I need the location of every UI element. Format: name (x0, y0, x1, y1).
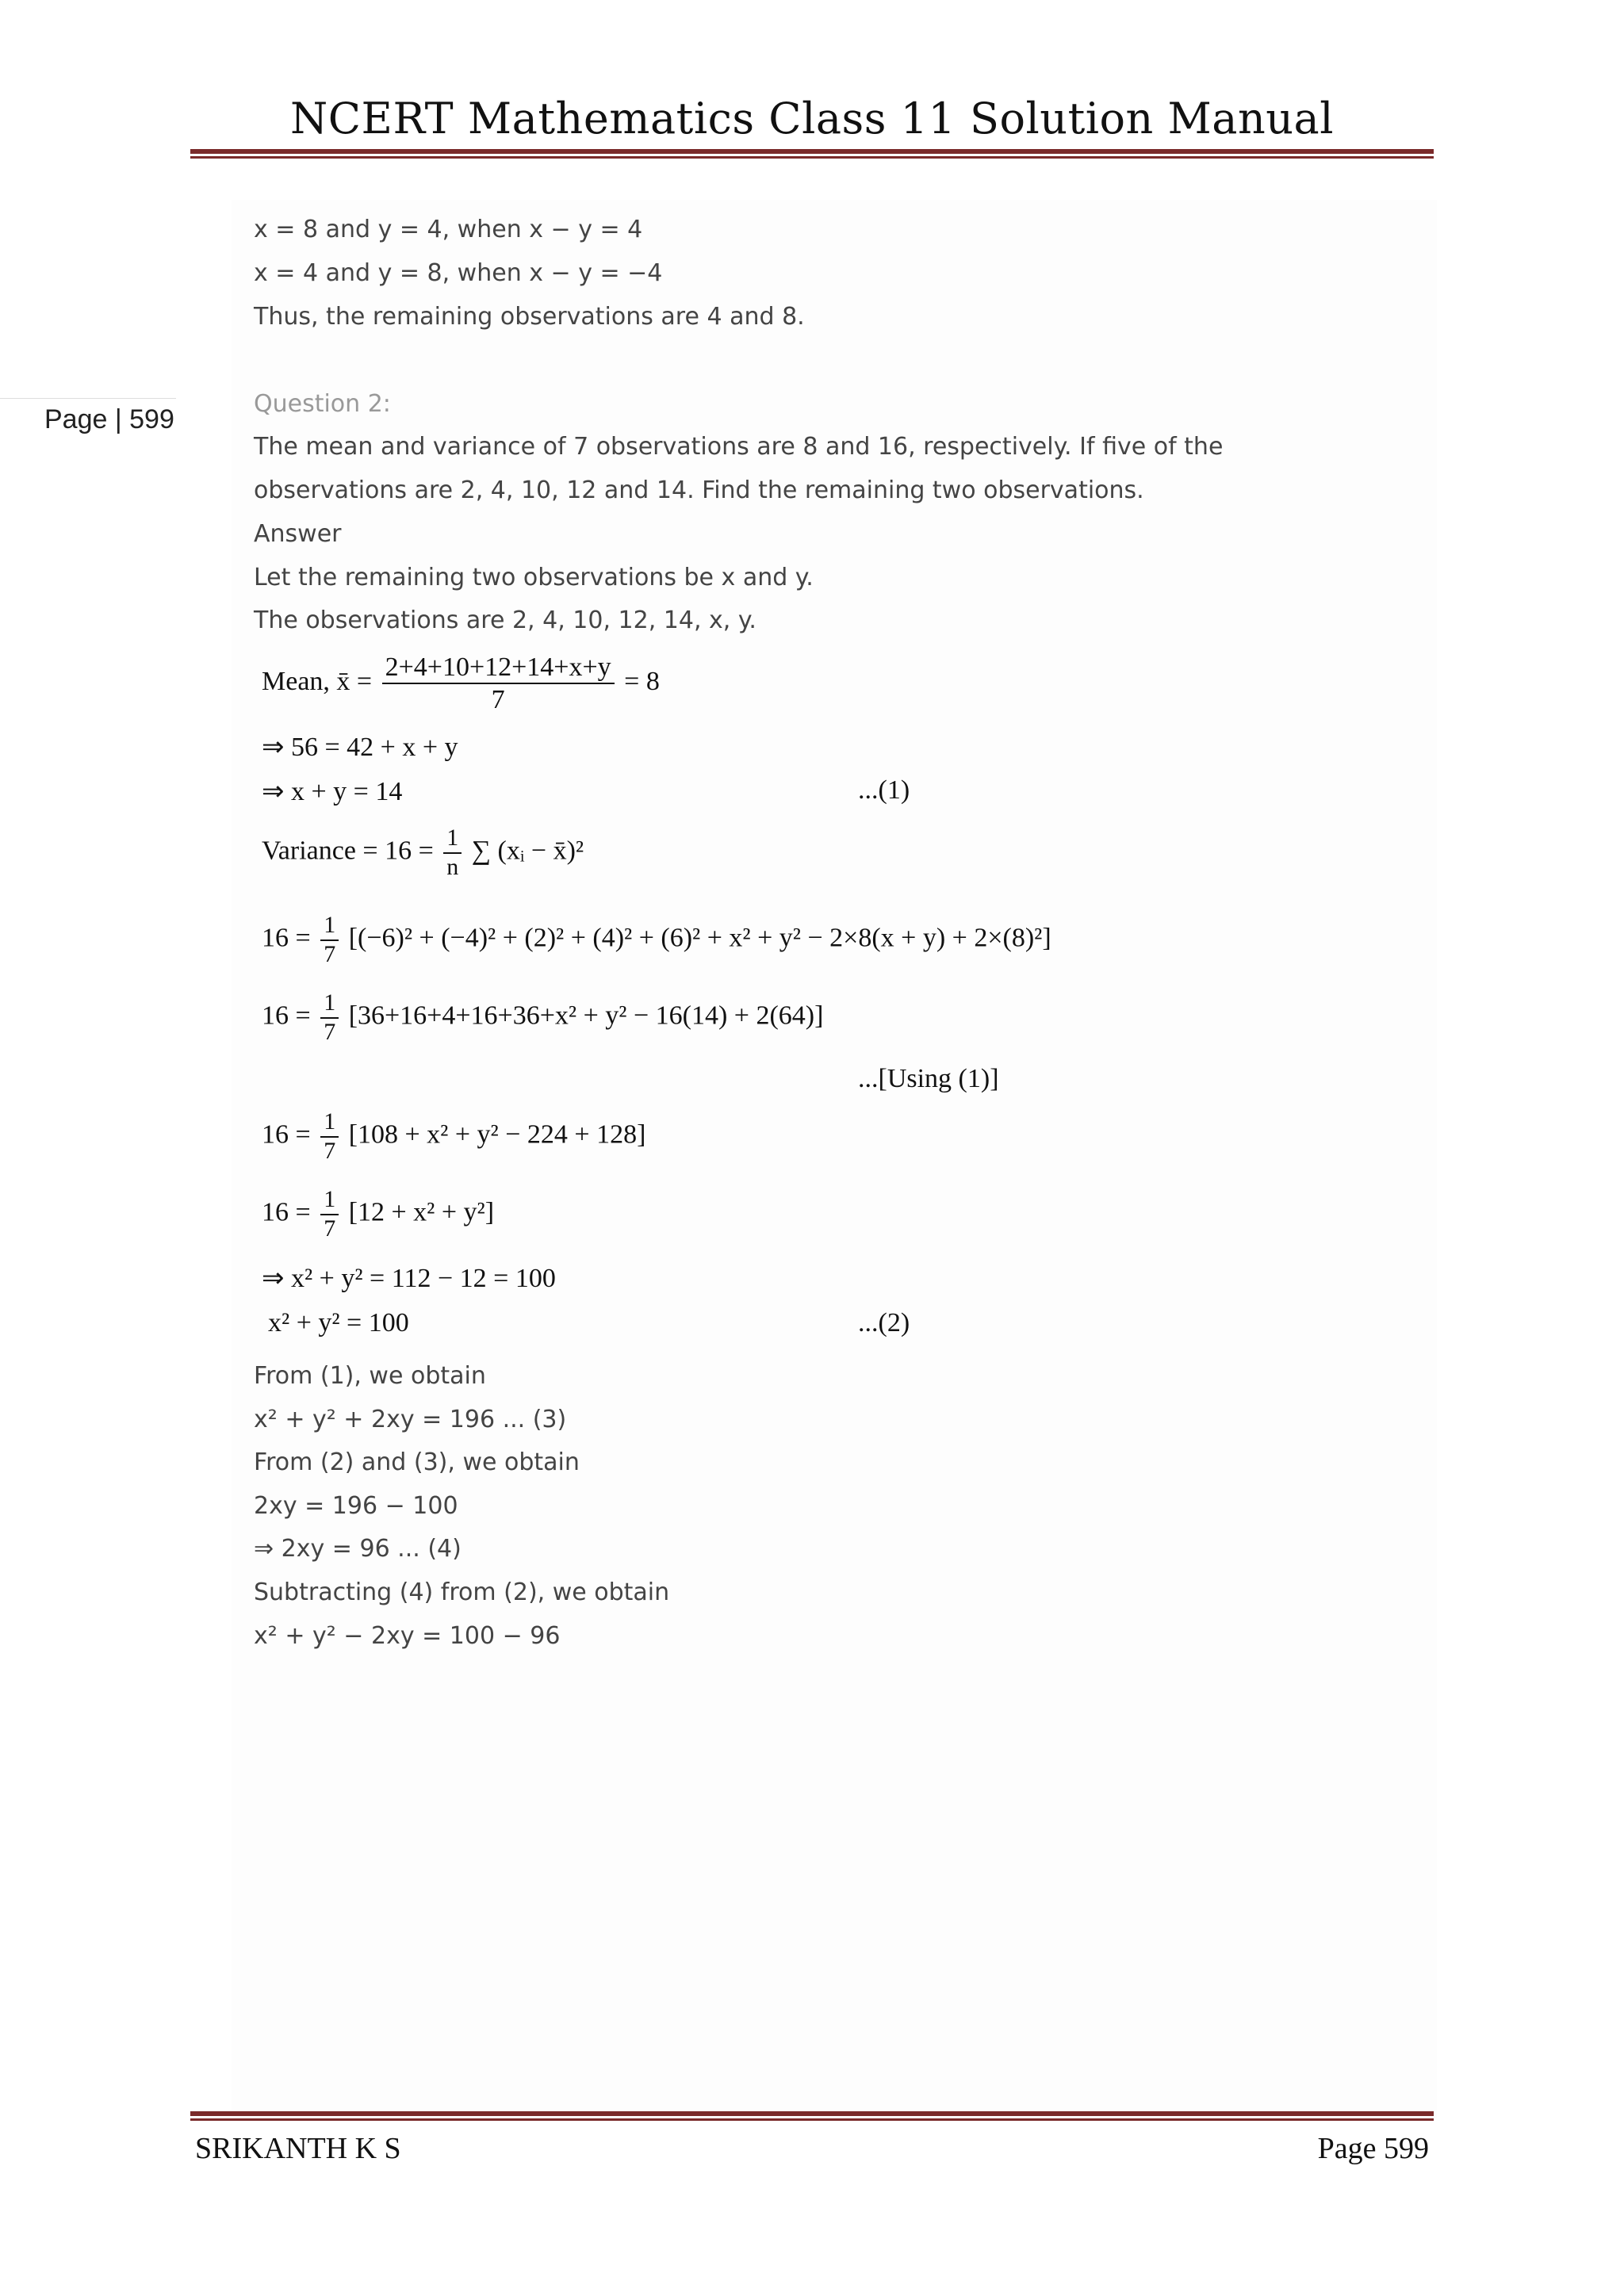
equation-lhs: 16 = (262, 1197, 311, 1227)
side-divider (0, 398, 176, 399)
fraction-denominator: 7 (324, 1018, 336, 1045)
equation-lhs: 16 = (262, 923, 311, 953)
text-line: x² + y² + 2xy = 196 ... (3) (254, 1406, 567, 1433)
footer-rule-thin (190, 2118, 1434, 2121)
equation: ⇒ 56 = 42 + x + y (262, 733, 458, 762)
text-line: Thus, the remaining observations are 4 and 8. (254, 303, 805, 331)
fraction-denominator: n (446, 853, 459, 880)
answer-label: Answer (254, 520, 342, 548)
text-line: x² + y² − 2xy = 100 − 96 (254, 1622, 561, 1650)
fraction-numerator: 1 (320, 1186, 339, 1215)
fraction (320, 1186, 339, 1242)
footer-page-number: Page 599 (1317, 2132, 1429, 2165)
equation-text: = 8 (624, 666, 660, 696)
question-title: Question 2: (254, 390, 391, 418)
fraction-numerator: 2+4+10+12+14+x+y (382, 652, 615, 684)
footer-rule (190, 2111, 1434, 2116)
fraction (320, 989, 339, 1046)
equation-text: ∑ (xᵢ − x̄)² (471, 836, 584, 866)
text-line: x = 4 and y = 8, when x − y = −4 (254, 259, 663, 287)
text-line: x = 8 and y = 4, when x − y = 4 (254, 216, 643, 243)
equation-variance (262, 825, 584, 881)
fraction (320, 912, 339, 968)
fraction-denominator: 7 (491, 685, 505, 715)
equation-text: Variance = 16 = (262, 836, 434, 866)
fraction-numerator: 1 (320, 989, 339, 1019)
fraction-numerator: 1 (443, 825, 462, 854)
equation: x² + y² = 100 (268, 1308, 409, 1337)
equation-mean (262, 652, 660, 715)
header-rule (190, 149, 1434, 154)
equation-lhs: 16 = (262, 1001, 311, 1031)
equation-text: Mean, x̄ = (262, 666, 373, 696)
equation (262, 989, 823, 1046)
question-text: observations are 2, 4, 10, 12 and 14. Find the remaining two observations. (254, 476, 1144, 504)
text-line: Subtracting (4) from (2), we obtain (254, 1578, 670, 1606)
equation-tag: ...[Using (1)] (858, 1064, 999, 1093)
fraction (320, 1108, 339, 1165)
text-line: The observations are 2, 4, 10, 12, 14, x, y. (254, 607, 756, 634)
equation: ⇒ x² + y² = 112 − 12 = 100 (262, 1264, 556, 1293)
page-header-title: NCERT Mathematics Class 11 Solution Manual (289, 94, 1335, 144)
side-page-number: Page | 599 (44, 404, 174, 434)
equation-lhs: 16 = (262, 1119, 311, 1150)
text-line: Let the remaining two observations be x and y. (254, 564, 814, 591)
equation-text: [12 + x² + y²] (348, 1197, 495, 1227)
equation: ⇒ x + y = 14 (262, 777, 403, 806)
equation-text: [108 + x² + y² − 224 + 128] (348, 1119, 646, 1150)
equation (262, 912, 1051, 968)
header-rule-thin (190, 156, 1434, 159)
equation-tag: ...(2) (858, 1308, 910, 1337)
text-line: From (2) and (3), we obtain (254, 1448, 580, 1476)
text-line: 2xy = 196 − 100 (254, 1492, 458, 1520)
question-text: The mean and variance of 7 observations are 8 and 16, respectively. If five of the (254, 433, 1224, 461)
equation-text: [(−6)² + (−4)² + (2)² + (4)² + (6)² + x² + y² − 2×8(x + y) + 2×(8)²] (348, 923, 1051, 953)
equation (262, 1108, 645, 1165)
fraction (443, 825, 462, 881)
text-line: From (1), we obtain (254, 1362, 486, 1390)
equation-tag: ...(1) (858, 775, 910, 805)
fraction-numerator: 1 (320, 912, 339, 941)
fraction-numerator: 1 (320, 1108, 339, 1138)
footer-author: SRIKANTH K S (195, 2132, 401, 2165)
equation (262, 1186, 494, 1242)
fraction (382, 652, 615, 715)
fraction-denominator: 7 (324, 940, 336, 967)
text-line: ⇒ 2xy = 96 ... (4) (254, 1535, 462, 1563)
fraction-denominator: 7 (324, 1137, 336, 1164)
equation-text: [36+16+4+16+36+x² + y² − 16(14) + 2(64)] (348, 1001, 824, 1031)
fraction-denominator: 7 (324, 1215, 336, 1242)
